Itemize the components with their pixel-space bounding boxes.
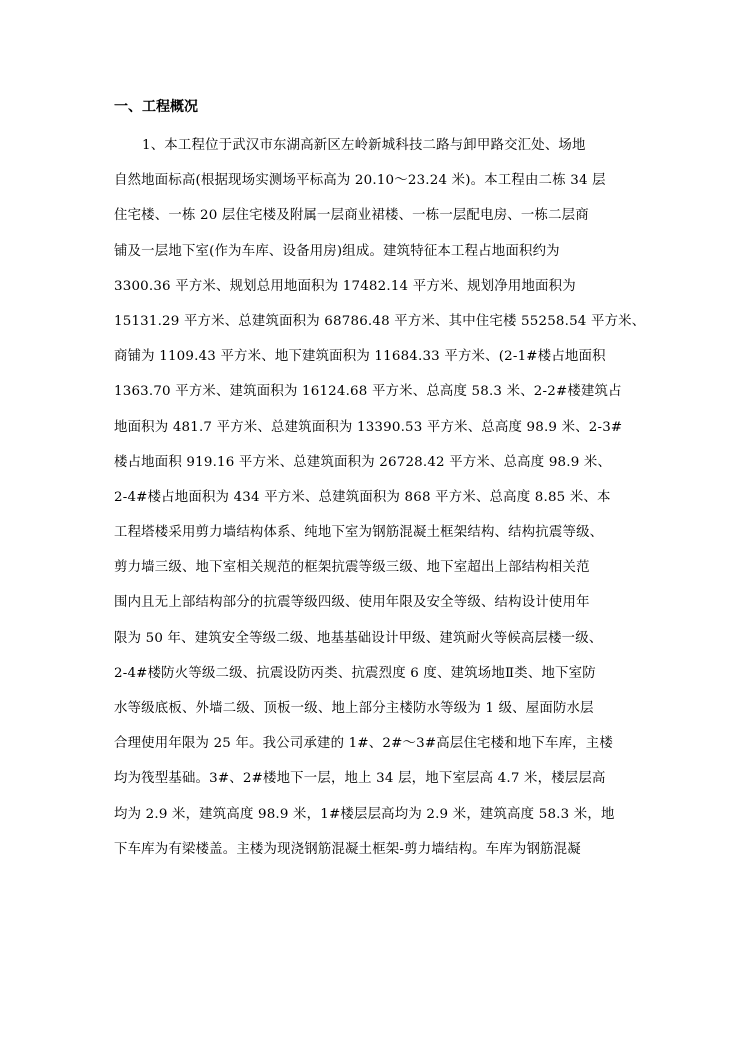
body-paragraph bbox=[114, 134, 646, 873]
text-line: 剪力墙三级、地下室相关规范的框架抗震等级三级、地下室超出上部结构相关范 bbox=[114, 560, 590, 576]
text-line: 3300.36 平方米、规划总用地面积为 17482.14 平方米、规划净用地面积为 bbox=[114, 278, 576, 294]
text-line: 水等级底板、外墙二级、顶板一级、地上部分主楼防水等级为 1 级、屋面防水层 bbox=[114, 701, 594, 716]
text-line: 合理使用年限为 25 年。我公司承建的 1#、2#～3#高层住宅楼和地下车库，主楼 bbox=[114, 736, 613, 752]
text-line: 1、本工程位于武汉市东湖高新区左岭新城科技二路与卸甲路交汇处、场地 bbox=[142, 138, 586, 153]
section-heading: 一、工程概况 bbox=[114, 99, 198, 115]
text-line: 地面积为 481.7 平方米、总建筑面积为 13390.53 平方米、总高度 98.9 米、2-3# bbox=[114, 419, 623, 435]
text-line: 1363.70 平方米、建筑面积为 16124.68 平方米、总高度 58.3 米、2-2#楼建筑占 bbox=[114, 384, 622, 400]
text-line: 铺及一层地下室(作为车库、设备用房)组成。建筑特征本工程占地面积约为 bbox=[114, 243, 560, 259]
text-line: 下车库为有梁楼盖。主楼为现浇钢筋混凝土框架-剪力墙结构。车库为钢筋混凝 bbox=[114, 841, 581, 857]
text-line: 2-4#楼防火等级二级、抗震设防丙类、抗震烈度 6 度、建筑场地Ⅱ类、地下室防 bbox=[114, 665, 596, 681]
text-line: 限为 50 年、建筑安全等级二级、地基基础设计甲级、建筑耐火等候高层楼一级、 bbox=[114, 630, 603, 646]
text-line: 围内且无上部结构部分的抗震等级四级、使用年限及安全等级、结构设计使用年 bbox=[114, 595, 590, 611]
text-line: 2-4#楼占地面积为 434 平方米、总建筑面积为 868 平方米、总高度 8.85 米、本 bbox=[114, 489, 611, 505]
text-line: 楼占地面积 919.16 平方米、总建筑面积为 26728.42 平方米、总高度 98.9 米、 bbox=[114, 454, 612, 470]
text-line: 自然地面标高(根据现场实测场平标高为 20.10～23.24 米)。本工程由二栋 34 层 bbox=[114, 173, 606, 189]
text-line: 均为 2.9 米，建筑高度 98.9 米，1#楼层层高均为 2.9 米，建筑高度 58.3 米，地 bbox=[114, 806, 615, 822]
text-line: 均为筏型基础。3#、2#楼地下一层，地上 34 层，地下室层高 4.7 米，楼层层高 bbox=[114, 771, 606, 787]
text-line: 商铺为 1109.43 平方米、地下建筑面积为 11684.33 平方米、(2-1#楼占地面积 bbox=[114, 349, 606, 365]
text-line: 15131.29 平方米、总建筑面积为 68786.48 平方米、其中住宅楼 55258.54 平方米、 bbox=[114, 313, 646, 329]
text-line: 住宅楼、一栋 20 层住宅楼及附属一层商业裙楼、一栋一层配电房、一栋二层商 bbox=[114, 208, 589, 224]
text-line: 工程塔楼采用剪力墙结构体系、纯地下室为钢筋混凝土框架结构、结构抗震等级、 bbox=[114, 525, 604, 541]
